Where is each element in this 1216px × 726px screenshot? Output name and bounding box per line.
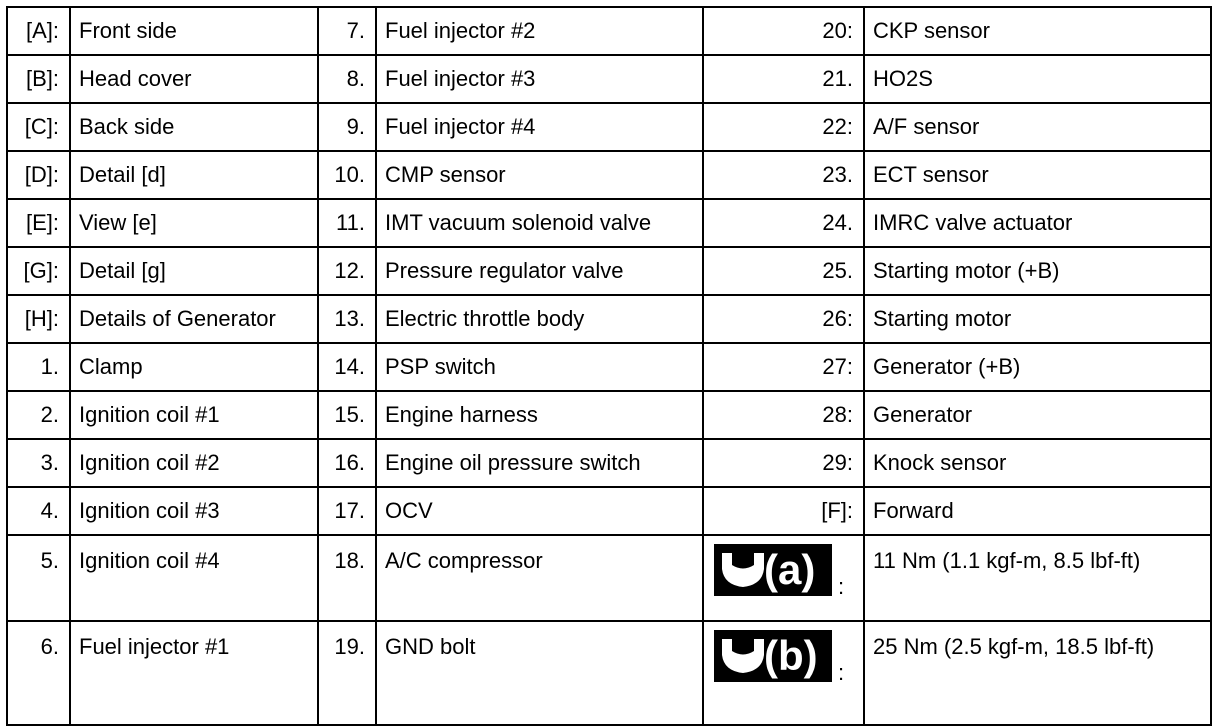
legend-label: Pressure regulator valve	[376, 247, 703, 295]
legend-label: Fuel injector #4	[376, 103, 703, 151]
legend-key: [D]:	[7, 151, 70, 199]
legend-key: 15.	[318, 391, 376, 439]
legend-key: 12.	[318, 247, 376, 295]
legend-label: Engine harness	[376, 391, 703, 439]
wrench-icon	[718, 633, 768, 679]
legend-label: A/F sensor	[864, 103, 1211, 151]
legend-label: IMRC valve actuator	[864, 199, 1211, 247]
legend-key: [E]:	[7, 199, 70, 247]
legend-key: 11.	[318, 199, 376, 247]
legend-label: Generator (+B)	[864, 343, 1211, 391]
table-row	[7, 487, 1211, 535]
table-row	[7, 55, 1211, 103]
legend-key: [C]:	[7, 103, 70, 151]
legend-label: IMT vacuum solenoid valve	[376, 199, 703, 247]
torque-colon: :	[838, 574, 845, 599]
legend-key: 16.	[318, 439, 376, 487]
legend-key: 23.	[703, 151, 864, 199]
legend-label: Head cover	[70, 55, 318, 103]
legend-label: Forward	[864, 487, 1211, 535]
legend-key: 22:	[703, 103, 864, 151]
legend-key: 18.	[318, 535, 376, 621]
legend-key: 8.	[318, 55, 376, 103]
legend-label: Fuel injector #2	[376, 7, 703, 55]
legend-key: 29:	[703, 439, 864, 487]
legend-label: Knock sensor	[864, 439, 1211, 487]
table-row	[7, 247, 1211, 295]
legend-label: Fuel injector #1	[70, 621, 318, 725]
legend-label: Ignition coil #2	[70, 439, 318, 487]
table-row	[7, 295, 1211, 343]
legend-label: Fuel injector #3	[376, 55, 703, 103]
torque-badge	[714, 544, 832, 596]
legend-key: 20:	[703, 7, 864, 55]
legend-key: 13.	[318, 295, 376, 343]
legend-key: 6.	[7, 621, 70, 725]
legend-key: 3.	[7, 439, 70, 487]
legend-label: Detail [g]	[70, 247, 318, 295]
legend-key: 10.	[318, 151, 376, 199]
legend-label: CMP sensor	[376, 151, 703, 199]
legend-key: 4.	[7, 487, 70, 535]
legend-label: View [e]	[70, 199, 318, 247]
legend-label: HO2S	[864, 55, 1211, 103]
legend-key: [A]:	[7, 7, 70, 55]
legend-label: Back side	[70, 103, 318, 151]
torque-letter: (b)	[764, 632, 818, 679]
legend-key: 17.	[318, 487, 376, 535]
legend-key: 21.	[703, 55, 864, 103]
legend-label: Clamp	[70, 343, 318, 391]
wrench-icon	[718, 547, 768, 593]
legend-key: 14.	[318, 343, 376, 391]
table-row	[7, 151, 1211, 199]
legend-label: CKP sensor	[864, 7, 1211, 55]
legend-label: Starting motor	[864, 295, 1211, 343]
torque-colon: :	[838, 660, 845, 685]
legend-key: 27:	[703, 343, 864, 391]
torque-value: 25 Nm (2.5 kgf-m, 18.5 lbf-ft)	[864, 621, 1211, 725]
legend-label: Ignition coil #3	[70, 487, 318, 535]
legend-key: 24.	[703, 199, 864, 247]
legend-label: GND bolt	[376, 621, 703, 725]
legend-label: Ignition coil #4	[70, 535, 318, 621]
table-row	[7, 199, 1211, 247]
legend-label: Ignition coil #1	[70, 391, 318, 439]
legend-key: [B]:	[7, 55, 70, 103]
legend-label: OCV	[376, 487, 703, 535]
legend-label: Details of Generator	[70, 295, 318, 343]
torque-badge	[714, 630, 832, 682]
torque-symbol-b	[703, 621, 864, 725]
table-row	[7, 439, 1211, 487]
legend-label: Generator	[864, 391, 1211, 439]
legend-key: [F]:	[703, 487, 864, 535]
table-row	[7, 391, 1211, 439]
legend-table	[6, 6, 1212, 726]
table-row	[7, 7, 1211, 55]
legend-key: 28:	[703, 391, 864, 439]
legend-key: 19.	[318, 621, 376, 725]
legend-key: 1.	[7, 343, 70, 391]
torque-letter: (a)	[764, 546, 816, 593]
legend-key: [G]:	[7, 247, 70, 295]
legend-label: Detail [d]	[70, 151, 318, 199]
table-row	[7, 621, 1211, 725]
legend-key: [H]:	[7, 295, 70, 343]
table-row	[7, 343, 1211, 391]
table-row	[7, 535, 1211, 621]
torque-value: 11 Nm (1.1 kgf-m, 8.5 lbf-ft)	[864, 535, 1211, 621]
legend-key: 26:	[703, 295, 864, 343]
legend-label: Electric throttle body	[376, 295, 703, 343]
torque-symbol-a	[703, 535, 864, 621]
table-row	[7, 103, 1211, 151]
legend-label: Starting motor (+B)	[864, 247, 1211, 295]
legend-label: ECT sensor	[864, 151, 1211, 199]
legend-key: 5.	[7, 535, 70, 621]
legend-label: Front side	[70, 7, 318, 55]
legend-label: Engine oil pressure switch	[376, 439, 703, 487]
legend-label: PSP switch	[376, 343, 703, 391]
legend-label: A/C compressor	[376, 535, 703, 621]
legend-key: 25.	[703, 247, 864, 295]
legend-key: 9.	[318, 103, 376, 151]
legend-key: 7.	[318, 7, 376, 55]
legend-key: 2.	[7, 391, 70, 439]
